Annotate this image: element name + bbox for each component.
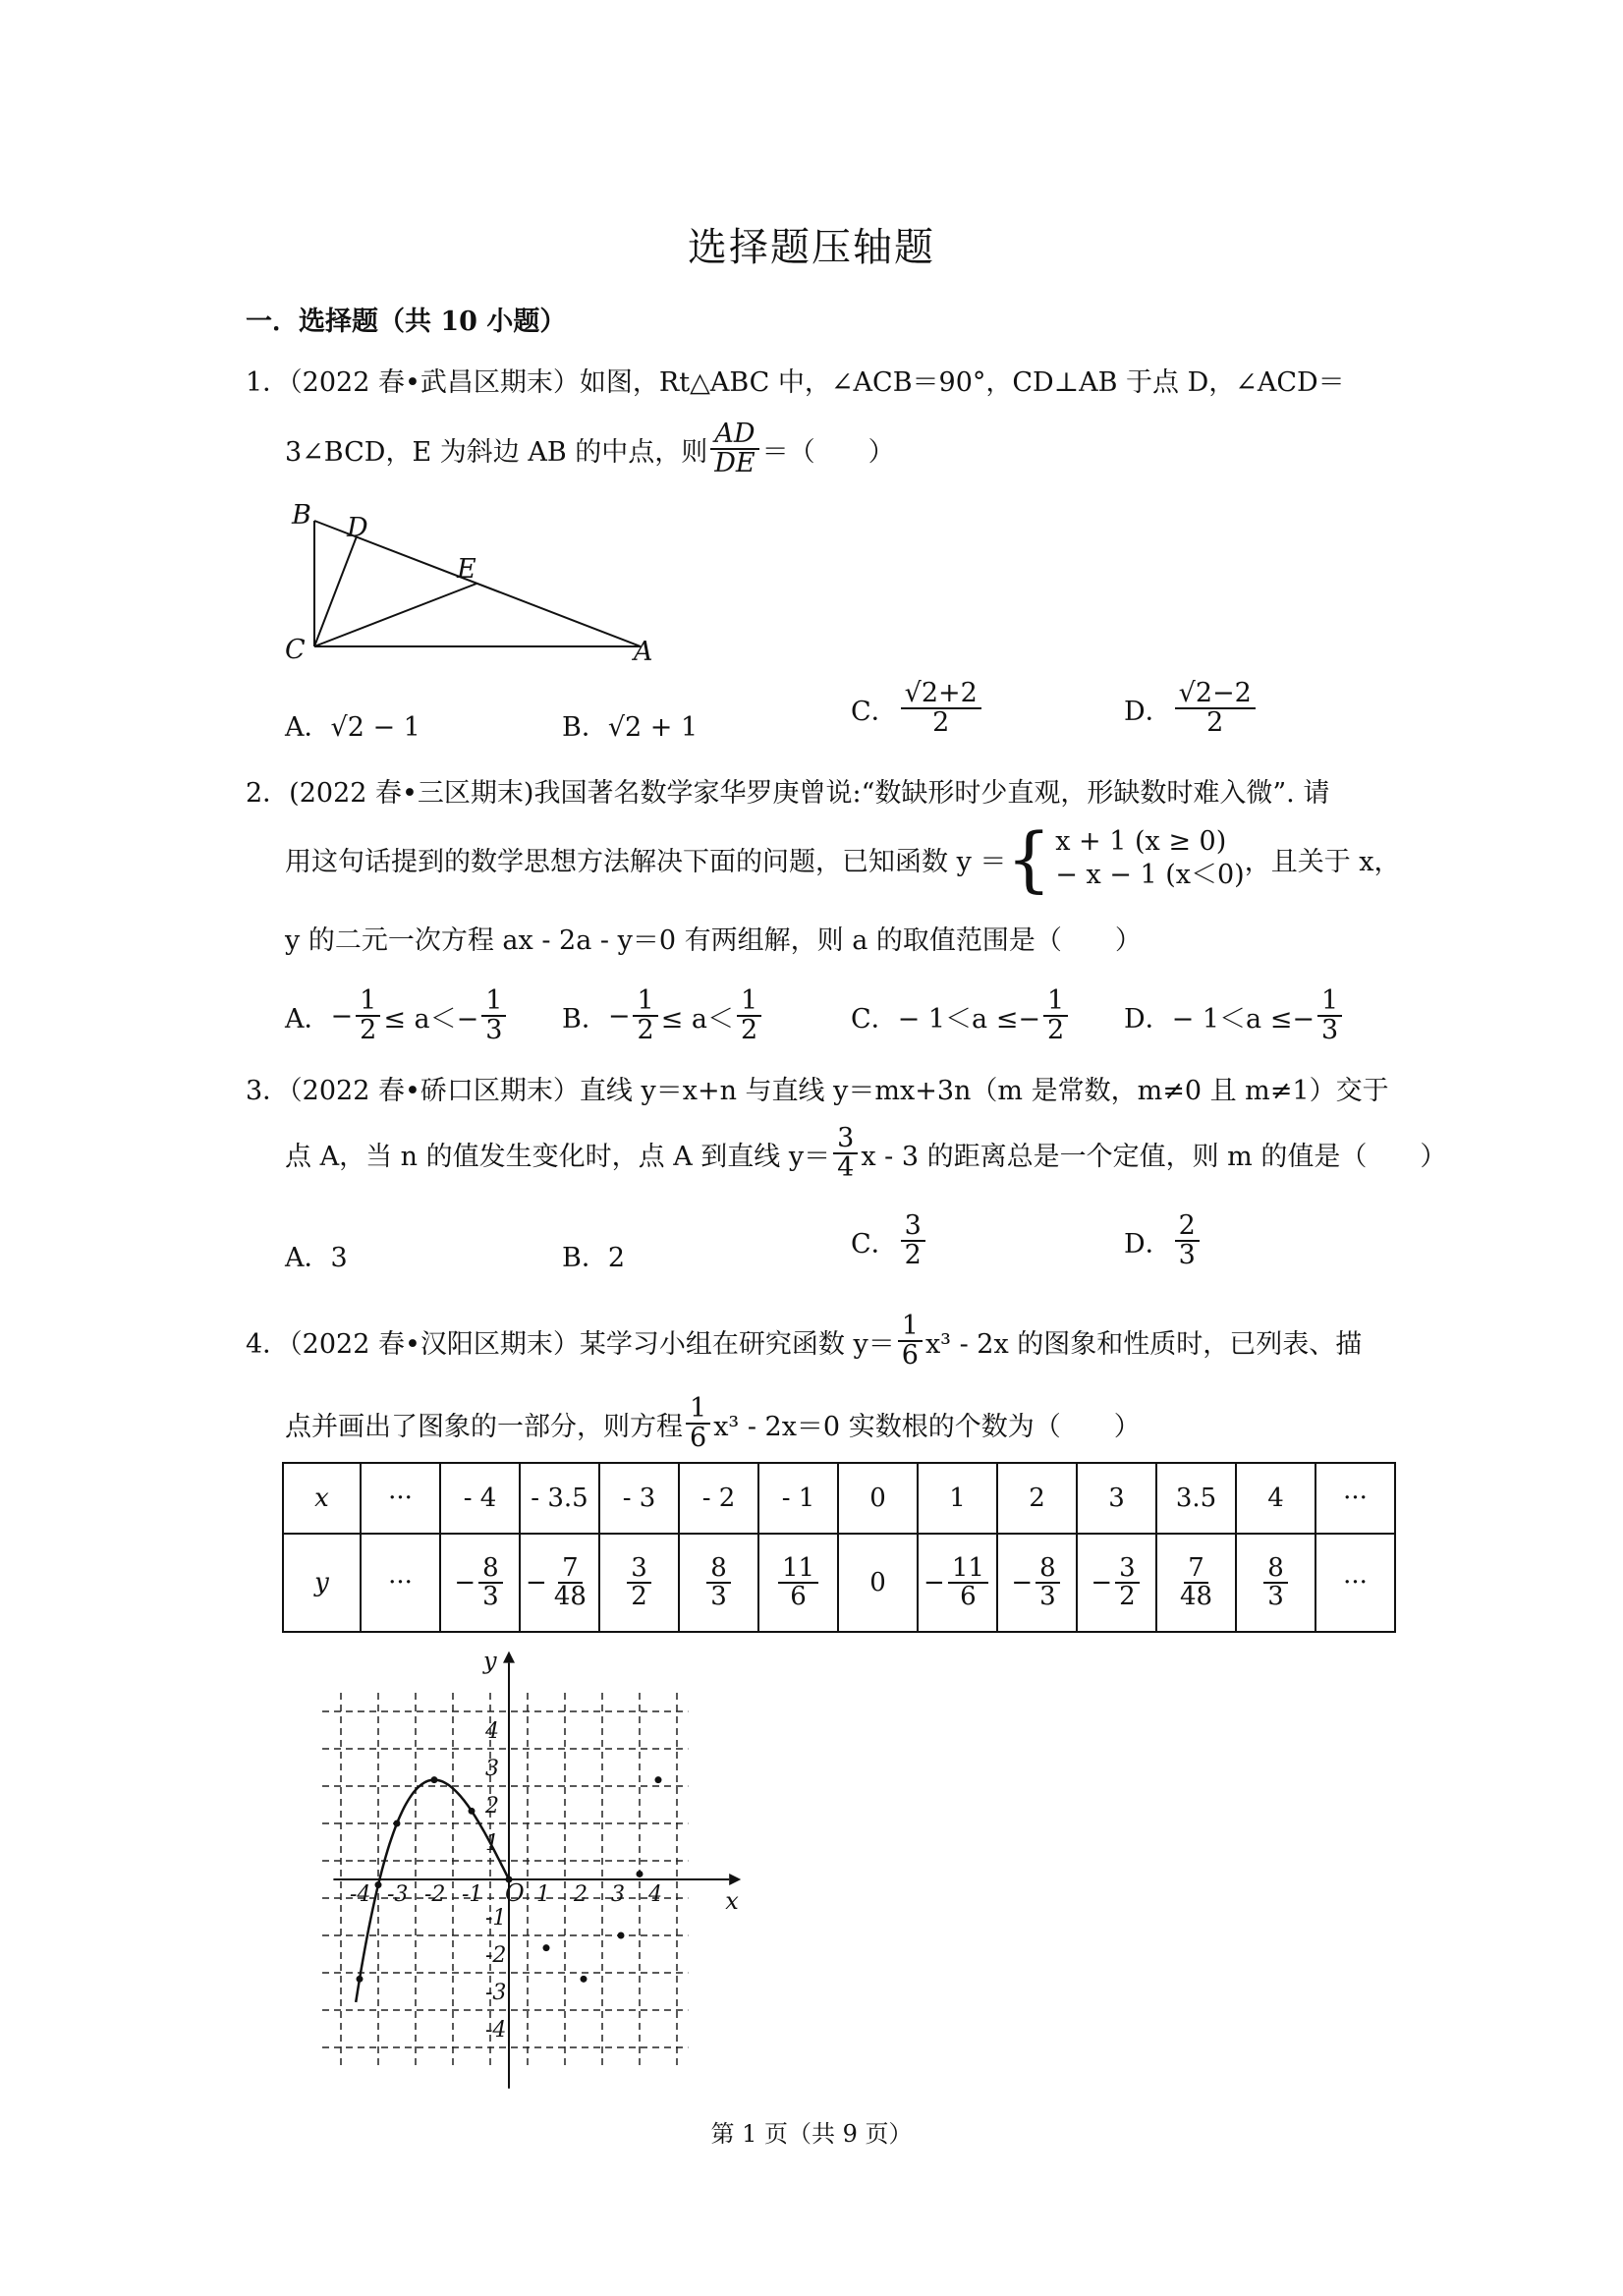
- q1-line2-suffix: ＝（ ）: [761, 436, 895, 468]
- option-num: 2: [1175, 1212, 1200, 1242]
- cell-num: 11: [778, 1555, 818, 1584]
- option-den: 2: [1206, 707, 1224, 739]
- page-footer: 第 1 页（共 9 页）: [710, 2120, 913, 2148]
- option-letter: A．: [285, 1243, 331, 1273]
- table-cell: 0: [838, 1463, 918, 1534]
- q1-frac-den: DE: [714, 448, 756, 479]
- option-num: 1: [481, 987, 506, 1017]
- y-tick-label: -3: [485, 1981, 507, 2005]
- q2-piecewise: { x + 1 (x ≥ 0) − x − 1 (x＜0): [1006, 817, 1245, 900]
- cell-den: 6: [960, 1582, 977, 1611]
- y-axis-arrow: [503, 1652, 515, 1663]
- q1-line1: 1．（2022 春•武昌区期末）如图，Rt△ABC 中，∠ACB＝90°，CD⊥AB 于点 D，∠ACD＝: [246, 367, 1345, 398]
- q3-option-a[interactable]: [285, 1236, 348, 1274]
- q1-option-a[interactable]: [285, 705, 420, 744]
- q4-frac-den: 6: [690, 1423, 707, 1454]
- option-num: 1: [737, 987, 761, 1017]
- x-tick-label: 4: [648, 1882, 662, 1907]
- option-text: 2: [607, 1243, 626, 1273]
- option-letter: B．: [562, 1243, 608, 1273]
- cell-num: 8: [706, 1555, 731, 1584]
- cell-num: 7: [1184, 1555, 1208, 1584]
- q3-line2-prefix: 点 A，当 n 的值发生变化时，点 A 到直线 y＝: [285, 1141, 831, 1172]
- option-pre: −: [330, 1000, 354, 1032]
- q3-option-c[interactable]: [851, 1212, 928, 1270]
- y-tick-label: 3: [485, 1757, 499, 1781]
- plotted-point: [543, 1944, 550, 1951]
- table-cell: [1236, 1534, 1315, 1632]
- label-b: B: [292, 500, 311, 531]
- label-e: E: [457, 554, 476, 585]
- option-text: √2 − 1: [330, 712, 420, 743]
- q4-line2-suffix: x³ - 2x＝0 实数根的个数为（ ）: [713, 1411, 1141, 1442]
- cell-sign: −: [923, 1568, 945, 1597]
- table-cell: - 3: [599, 1463, 679, 1534]
- y-tick-label: -4: [485, 2018, 507, 2043]
- q1-line2: [285, 420, 895, 478]
- table-row-x: [283, 1463, 1395, 1534]
- table-row-y: [283, 1534, 1395, 1632]
- plotted-point: [431, 1776, 438, 1783]
- x-tick-label: -2: [424, 1882, 446, 1907]
- option-den: 3: [1178, 1240, 1196, 1271]
- option-den: 2: [360, 1015, 377, 1046]
- option-letter: C．: [851, 1228, 898, 1260]
- option-text: 3: [330, 1243, 348, 1273]
- cell-sign: −: [454, 1568, 476, 1597]
- cell-sign: −: [1091, 1568, 1113, 1597]
- table-cell: ···: [361, 1463, 440, 1534]
- q1-option-d[interactable]: [1124, 680, 1259, 738]
- x-tick-label: -4: [350, 1882, 371, 1907]
- cell-den: 3: [482, 1582, 499, 1611]
- cell-num: 3: [627, 1555, 651, 1584]
- q3-line2: [285, 1125, 1446, 1183]
- cell-sign: −: [1011, 1568, 1034, 1597]
- q4-frac-den: 6: [901, 1340, 919, 1372]
- option-letter: A．: [285, 712, 331, 743]
- label-c: C: [285, 635, 306, 665]
- q3-frac-den: 4: [837, 1152, 855, 1184]
- option-num: √2+2: [901, 680, 981, 709]
- y-axis-label: y: [483, 1647, 497, 1675]
- table-cell: [599, 1534, 679, 1632]
- x-tick-label: -1: [462, 1882, 483, 1907]
- q4-value-table: [282, 1462, 1396, 1633]
- q4-function-graph: [305, 1636, 766, 2098]
- page-title: 选择题压轴题: [688, 225, 935, 270]
- x-axis-arrow: [729, 1874, 741, 1885]
- table-cell: 4: [1236, 1463, 1315, 1534]
- table-cell: [1077, 1534, 1156, 1632]
- q4-frac-num: 1: [898, 1313, 923, 1342]
- option-letter: C．: [851, 1003, 898, 1035]
- plotted-point: [375, 1881, 382, 1888]
- q1-option-b[interactable]: [562, 705, 698, 744]
- cell-fraction: [1115, 1552, 1140, 1611]
- option-letter: D．: [1124, 696, 1172, 727]
- table-cell: ···: [361, 1534, 440, 1632]
- section-heading: 一．选择题（共 10 小题）: [246, 307, 567, 337]
- option-num: 1: [1317, 987, 1342, 1017]
- cell-num: 7: [558, 1555, 583, 1584]
- q2-option-d[interactable]: [1124, 987, 1345, 1045]
- option-letter: B．: [562, 712, 608, 743]
- cell-den: 6: [790, 1582, 807, 1611]
- plotted-point: [655, 1776, 662, 1783]
- table-cell: [758, 1534, 838, 1632]
- q4-frac-num: 1: [686, 1395, 710, 1425]
- cell-fraction: [1176, 1552, 1216, 1611]
- option-den: 2: [932, 707, 950, 739]
- y-tick-label: -1: [485, 1906, 507, 1931]
- table-cell: ···: [1315, 1463, 1395, 1534]
- q4-line1: [246, 1313, 1362, 1371]
- option-den: 2: [740, 1015, 758, 1046]
- cell-den: 2: [1119, 1582, 1136, 1611]
- option-num: 1: [1043, 987, 1068, 1017]
- option-letter: A．: [285, 1003, 331, 1035]
- x-tick-label: 2: [574, 1882, 588, 1907]
- plotted-point: [394, 1820, 401, 1827]
- table-cell: [1156, 1534, 1236, 1632]
- cell-fraction: [778, 1552, 818, 1611]
- option-den: 3: [485, 1015, 503, 1046]
- q2-case2: − x − 1 (x＜0): [1055, 860, 1245, 890]
- option-mid: ≤ a＜−: [383, 1003, 479, 1035]
- q2-option-b[interactable]: [562, 987, 764, 1045]
- q4-line1-suffix: x³ - 2x 的图象和性质时，已列表、描: [924, 1328, 1363, 1360]
- option-letter: D．: [1124, 1003, 1172, 1035]
- cell-num: 8: [478, 1555, 503, 1584]
- option-pre: − 1＜a ≤−: [1171, 1003, 1315, 1035]
- option-num: 1: [356, 987, 380, 1017]
- origin-label: O: [505, 1879, 525, 1907]
- cell-num: 8: [1035, 1555, 1060, 1584]
- option-text: √2 + 1: [607, 712, 699, 743]
- cell-fraction: [1263, 1552, 1288, 1611]
- cell-num: 3: [1115, 1555, 1140, 1584]
- option-num: 1: [633, 987, 657, 1017]
- y-tick-label: 2: [485, 1794, 499, 1819]
- table-cell: [520, 1534, 599, 1632]
- y-tick-label: -2: [485, 1943, 507, 1968]
- table-cell: 3.5: [1156, 1463, 1236, 1534]
- cell-sign: −: [526, 1568, 547, 1597]
- option-den: 3: [1320, 1015, 1339, 1046]
- cell-fraction: [1035, 1552, 1060, 1611]
- table-cell: 2: [997, 1463, 1077, 1534]
- q3-frac-num: 3: [833, 1125, 858, 1154]
- label-d: D: [347, 513, 368, 543]
- cell-fraction: [478, 1552, 503, 1611]
- option-num: 3: [901, 1212, 925, 1242]
- plotted-point: [469, 1808, 476, 1815]
- table-cell: 3: [1077, 1463, 1156, 1534]
- cell-fraction: [706, 1552, 731, 1611]
- y-tick-label: 1: [485, 1831, 499, 1856]
- table-cell: [918, 1534, 997, 1632]
- table-cell: [440, 1534, 520, 1632]
- option-letter: D．: [1124, 1228, 1172, 1260]
- q3-line1: 3．（2022 春•硚口区期末）直线 y＝x+n 与直线 y＝mx+3n（m 是常数，m≠0 且 m≠1）交于: [246, 1076, 1389, 1106]
- cell-den: 3: [1267, 1582, 1284, 1611]
- label-a: A: [634, 637, 653, 667]
- cell-fraction: [627, 1552, 651, 1611]
- table-cell: - 3.5: [520, 1463, 599, 1534]
- q3-line2-suffix: x - 3 的距离总是一个定值，则 m 的值是（ ）: [861, 1141, 1447, 1172]
- y-tick-label: 4: [485, 1719, 499, 1744]
- option-mid: ≤ a＜: [660, 1003, 734, 1035]
- table-header-y: y: [283, 1534, 361, 1632]
- q4-line2: [285, 1395, 1141, 1453]
- q1-frac-num: AD: [710, 420, 758, 450]
- table-cell: 1: [918, 1463, 997, 1534]
- q4-line2-prefix: 点并画出了图象的一部分，则方程: [285, 1411, 683, 1442]
- cell-den: 3: [710, 1582, 727, 1611]
- option-den: 2: [1046, 1015, 1065, 1046]
- q1-line2-prefix: 3∠BCD，E 为斜边 AB 的中点，则: [285, 436, 708, 468]
- q2-option-a[interactable]: [285, 987, 509, 1045]
- q2-line1: 2．(2022 春•三区期末)我国著名数学家华罗庚曾说:“数缺形时少直观，形缺数时难入微”. 请: [246, 778, 1330, 809]
- cell-fraction: [948, 1552, 988, 1611]
- q1-option-c[interactable]: [851, 680, 984, 738]
- table-cell: 0: [838, 1534, 918, 1632]
- option-pre: −: [607, 1000, 631, 1032]
- plotted-point: [357, 1976, 364, 1983]
- table-cell: ···: [1315, 1534, 1395, 1632]
- q3-option-b[interactable]: [562, 1236, 625, 1274]
- table-cell: [679, 1534, 758, 1632]
- plotted-point: [581, 1976, 588, 1983]
- cell-den: 2: [631, 1582, 647, 1611]
- q2-line2: [285, 817, 1401, 900]
- x-tick-label: 1: [536, 1882, 550, 1907]
- cell-den: 3: [1039, 1582, 1056, 1611]
- q2-line2-prefix: 用这句话提到的数学思想方法解决下面的问题，已知函数 y ＝: [285, 846, 1007, 877]
- q1-triangle-figure: [280, 491, 673, 668]
- cell-fraction: [550, 1552, 590, 1611]
- table-cell: - 1: [758, 1463, 838, 1534]
- option-num: √2−2: [1175, 680, 1256, 709]
- q2-case1: x + 1 (x ≥ 0): [1055, 826, 1227, 858]
- x-tick-label: -3: [387, 1882, 409, 1907]
- option-letter: C．: [851, 696, 898, 727]
- table-header-x: x: [283, 1463, 361, 1534]
- table-cell: - 2: [679, 1463, 758, 1534]
- x-tick-label: 3: [611, 1882, 625, 1907]
- cell-num: 8: [1263, 1555, 1288, 1584]
- table-cell: - 4: [440, 1463, 520, 1534]
- plotted-point: [618, 1932, 625, 1939]
- q2-line2-suffix: ，且关于 x，: [1244, 846, 1401, 877]
- option-den: 2: [637, 1015, 654, 1046]
- option-pre: − 1＜a ≤−: [897, 1003, 1040, 1035]
- option-den: 2: [904, 1240, 922, 1271]
- cell-den: 48: [1179, 1582, 1213, 1611]
- table-cell: [997, 1534, 1077, 1632]
- q4-line1-prefix: 4．（2022 春•汉阳区期末）某学习小组在研究函数 y＝: [246, 1328, 895, 1360]
- q3-option-d[interactable]: [1124, 1212, 1203, 1270]
- plotted-point: [637, 1871, 644, 1877]
- q2-option-c[interactable]: [851, 987, 1071, 1045]
- q2-line3: y 的二元一次方程 ax - 2a - y＝0 有两组解，则 a 的取值范围是（ ）: [285, 925, 1142, 956]
- cell-den: 48: [553, 1582, 587, 1611]
- x-axis-label: x: [725, 1887, 739, 1915]
- q1-fraction: [710, 420, 758, 478]
- option-letter: B．: [562, 1003, 608, 1035]
- cell-num: 11: [948, 1555, 988, 1584]
